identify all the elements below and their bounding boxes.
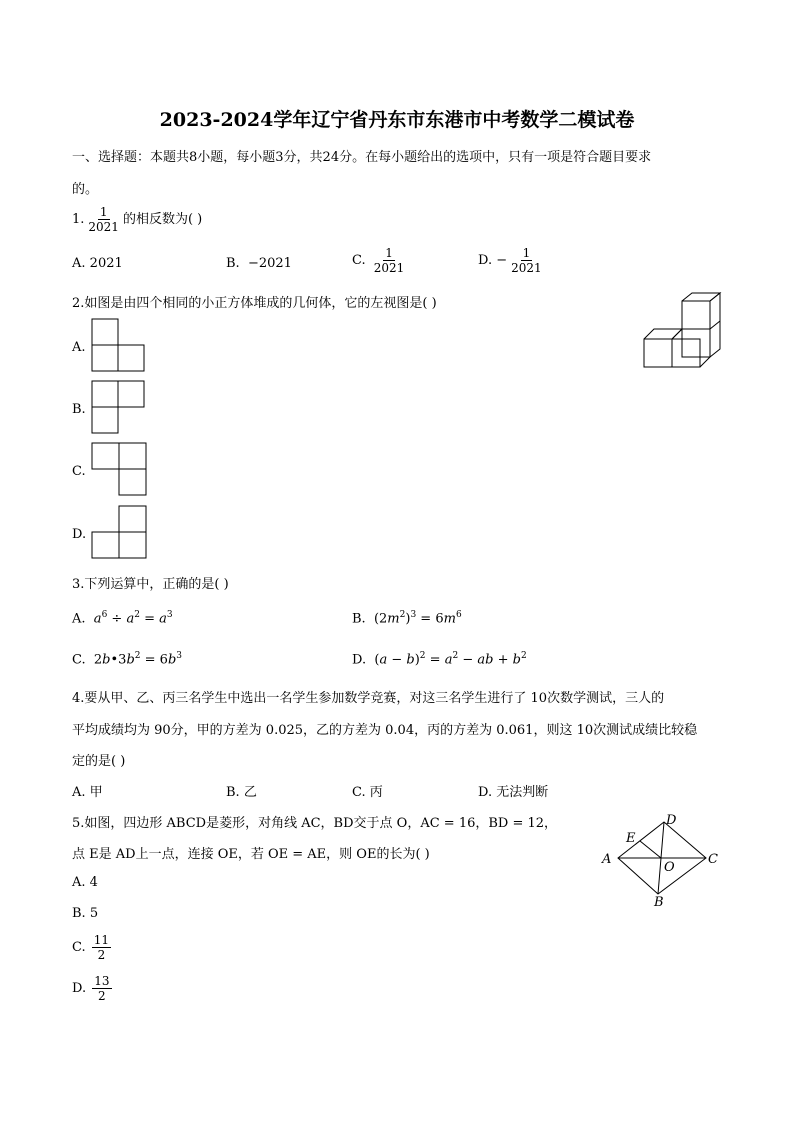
q2-option-b-label: B. bbox=[72, 402, 86, 417]
page-title: 2023-2024学年辽宁省丹东市东港市中考数学二模试卷 bbox=[159, 109, 635, 131]
question-5-line1: 5.如图，四边形 ABCD是菱形，对角线 AC，BD交于点 O，AC = 16，BD = 12， bbox=[72, 816, 558, 831]
rhombus-figure bbox=[598, 810, 724, 910]
q5-option-c: C. $\frac{11}{2}$ bbox=[72, 933, 110, 962]
question-4-line2: 平均成绩均为 90分，甲的方差为 0.025，乙的方差为 0.04，丙的方差为 0.061，则这 10次测试成绩比较稳 bbox=[72, 723, 698, 738]
q5-option-d: D. $\frac{13}{2}$ bbox=[72, 974, 110, 1003]
question-5-line2: 点 E是 AD上一点，连接 OE，若 OE = AE，则 OE的长为( ) bbox=[72, 847, 430, 862]
q1-option-c: C. $\frac{1}{2021}$ bbox=[352, 246, 405, 275]
cube-stack-figure bbox=[640, 292, 722, 372]
q1-option-b: B. −2021 bbox=[226, 256, 292, 271]
q5-option-b: B. 5 bbox=[72, 906, 99, 921]
q4-option-b: B. 乙 bbox=[226, 785, 257, 800]
question-1-text: 的相反数为( ) bbox=[122, 212, 203, 227]
vertex-label-a: A bbox=[602, 852, 612, 867]
point-label-o: O bbox=[664, 860, 675, 875]
q4-option-d: D. 无法判断 bbox=[478, 785, 549, 800]
q2-option-b-figure bbox=[91, 380, 147, 436]
vertex-label-d: D bbox=[666, 813, 677, 828]
section-heading-line2: 的。 bbox=[72, 182, 99, 197]
question-4-line1: 4.要从甲、乙、丙三名学生中选出一名学生参加数学竞赛，对这三名学生进行了 10次数学测试，三人的 bbox=[72, 691, 665, 706]
q2-option-d-label: D. bbox=[72, 527, 87, 542]
q4-option-a: A. 甲 bbox=[72, 785, 103, 800]
question-2-stem: 2.如图是由四个相同的小正方体堆成的几何体，它的左视图是( ) bbox=[72, 296, 437, 311]
vertex-label-c: C bbox=[708, 852, 718, 867]
point-label-e: E bbox=[626, 831, 636, 846]
section-heading-line1: 一、选择题：本题共8小题，每小题3分，共24分。在每小题给出的选项中，只有一项是符合题目要求 bbox=[72, 150, 652, 165]
q1-option-d: D. − $\frac{1}{2021}$ bbox=[478, 246, 542, 275]
q3-option-c: C. $2b•3b^2 = 6b^3$ bbox=[72, 651, 183, 668]
q3-option-a: A. $a^6 \div a^2 = a^3$ bbox=[72, 610, 173, 627]
question-1-number: 1. bbox=[72, 212, 85, 227]
q5-option-a: A. 4 bbox=[72, 875, 98, 890]
q2-option-c-figure bbox=[91, 442, 149, 498]
q2-option-c-label: C. bbox=[72, 464, 86, 479]
question-1-stem bbox=[72, 205, 202, 234]
q1-option-a: A. 2021 bbox=[72, 256, 123, 271]
question-3-stem: 3.下列运算中，正确的是( ) bbox=[72, 577, 229, 592]
q3-option-b: B. $(2m^2)^3 = 6m^6$ bbox=[352, 610, 462, 627]
q2-option-d-figure bbox=[91, 505, 149, 561]
q4-option-c: C. 丙 bbox=[352, 785, 383, 800]
fraction: $\frac{1}{2021}$ bbox=[88, 205, 119, 234]
question-4-line3: 定的是( ) bbox=[72, 754, 126, 769]
q3-option-d: D. $(a - b)^2 = a^2$ − ab + $b^2$ bbox=[352, 651, 527, 668]
q2-option-a-label: A. bbox=[72, 340, 86, 355]
q2-option-a-figure bbox=[91, 318, 147, 374]
vertex-label-b: B bbox=[654, 895, 664, 910]
